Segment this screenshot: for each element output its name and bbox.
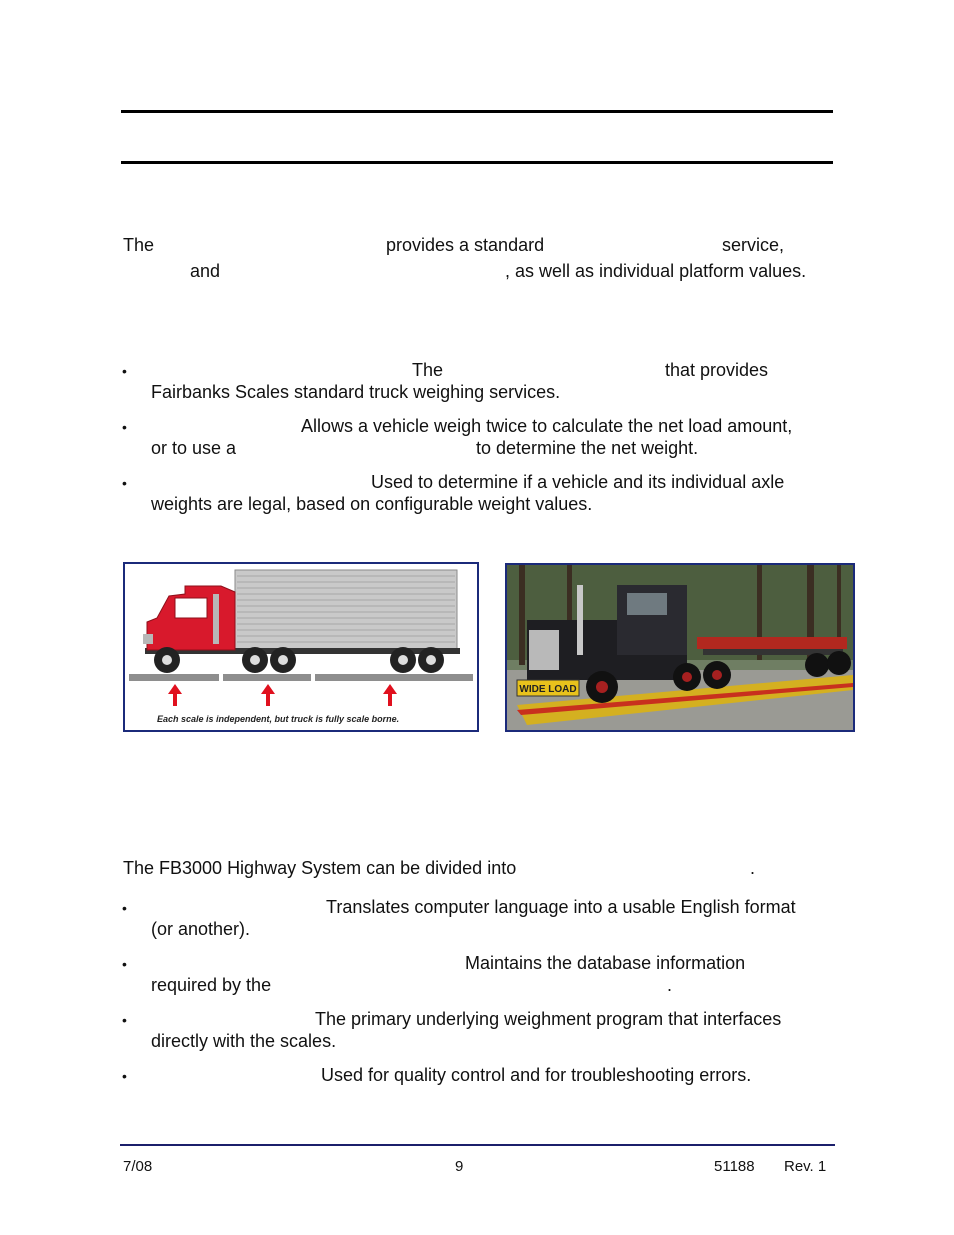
footer-rule [120,1144,835,1146]
bullet-glyph: • [122,956,127,972]
list-item-text: The [412,360,444,380]
components-intro-text: . [750,858,756,878]
list-item-text: weights are legal, based on configurable weight values. [151,494,593,514]
list-item-text: Translates computer language into a usable English format [326,897,796,917]
list-item-text: directly with the scales. [151,1031,337,1051]
list-item-text: Fairbanks Scales standard truck weighing services. [151,382,561,402]
bullet-glyph: • [122,475,127,491]
truck-diagram-figure [123,562,479,732]
list-item-text: or to use a [151,438,237,458]
list-item-text: required by the [151,975,272,995]
list-item-text: (or another). [151,919,251,939]
figure-caption: Each scale is independent, but truck is fully scale borne. [157,714,400,724]
header-rule-bottom [121,161,833,164]
intro-text: service, [722,235,785,255]
list-item-text: that provides [665,360,769,380]
list-item-text: Maintains the database information [465,953,746,973]
intro-text: provides a standard [386,235,545,255]
bullet-glyph: • [122,363,127,379]
list-item-text: Allows a vehicle weigh twice to calculate the net load amount, [301,416,793,436]
footer-revision: Rev. 1 [784,1158,827,1175]
intro-text: and [190,261,221,281]
list-item-text: . [667,975,673,995]
header-rule-top [121,110,833,113]
truck-photo-illustration [507,565,853,730]
components-intro-text: The FB3000 Highway System can be divided into [123,858,517,878]
list-item-text: Used for quality control and for troubleshooting errors. [321,1065,752,1085]
footer-date: 7/08 [123,1158,153,1175]
list-item-text: Used to determine if a vehicle and its individual axle [371,472,785,492]
truck-photo-figure [505,563,855,732]
bullet-glyph: • [122,900,127,916]
bullet-glyph: • [122,1068,127,1084]
bullet-glyph: • [122,1012,127,1028]
footer-document-number: 51188 [714,1158,755,1175]
intro-text: The [123,235,155,255]
footer-page-number: 9 [455,1158,464,1175]
list-item-text: The primary underlying weighment program that interfaces [315,1009,782,1029]
truck-diagram-illustration [125,564,477,730]
wide-load-plate-text: WIDE LOAD [519,684,577,695]
bullet-glyph: • [122,419,127,435]
intro-text: , as well as individual platform values. [505,261,807,281]
list-item-text: to determine the net weight. [476,438,699,458]
